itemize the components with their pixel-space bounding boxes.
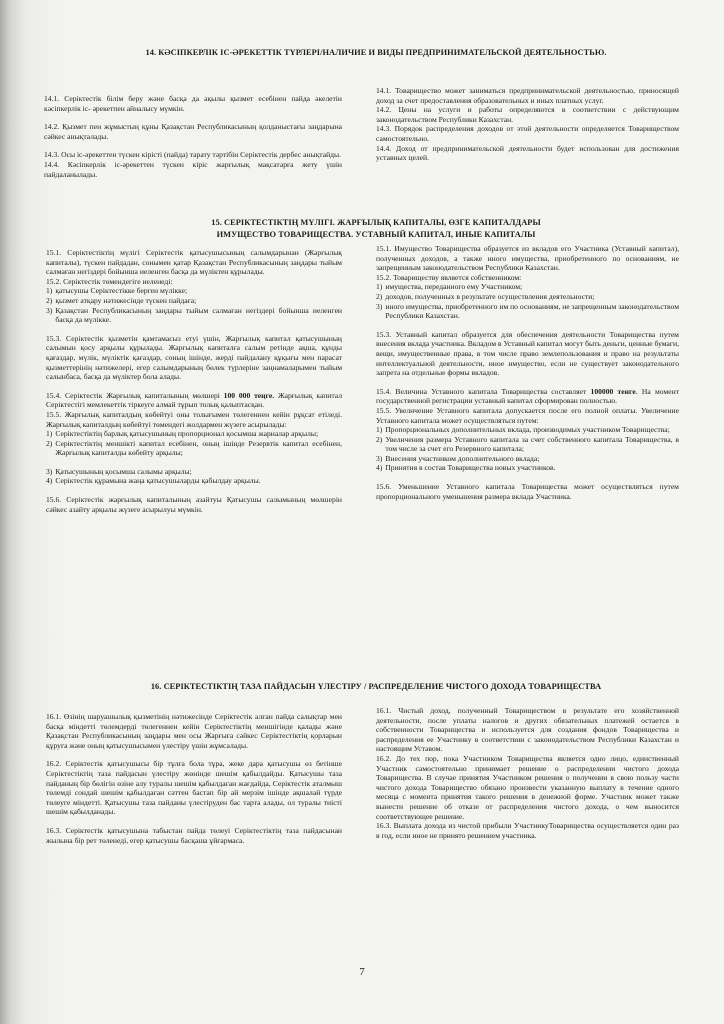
capital-amount-ru: 100000 тенге <box>590 386 636 396</box>
capital-amount-kz: 100 000 теңге. <box>223 390 275 400</box>
list-item: 2) доходов, полученных в результате осуществления деятельности; <box>376 291 595 301</box>
paragraph-15-1-ru: 15.1. Имущество Товарищества образуется из вкладов его Участника (Уставный капитал), полученных доходов, а также иного имущества, приобретенного по основаниям, не запрещенным законодательством Республики Казахстан. <box>376 244 679 273</box>
section-14-kz-column <box>44 94 342 179</box>
paragraph-15-3-kz: 15.3. Серіктестік қызметін қамтамасыз етуі үшін, Жарғылық капитал қатысушының салымын қосу арқылы құрылады. Жарғылық капиталға салым ретінде ақша, құнды қағаздар, мүлік, мүліктік қағаздар, соның ішінде, жерді пайдалану құқығы мен парасат қызметтерінің нәтижелері, егер салымдарының бөлек түрлеріне заңнамаларымен тыйым салынбаса, басқа да мүліктер бола алады. <box>46 333 342 382</box>
section-14-ru-column <box>376 86 679 163</box>
paragraph-16-2-kz: 16.2. Серіктестік қатысушысы бір тұлға бола тұра, жеке дара қатысушы өз бетінше Серіктестіктің таза пайдасын үлестіру жөнінде шешім қабылдайды. Қатысушы таза пайданың бір бөлігін өзіне алу туралы шешім қабылдаған жағдайда, Серіктестік аталмыш төлемді сондай шешім қабылдаған сәттен бастап бір ай мерзім ішінде ақшалай түрде төлеуге міндетті. Қатысушы таза пайданы үлестіруден бас тарта алады, ол туралы тиісті шешім қабылданады. <box>46 759 342 817</box>
list-item: 4) Серіктестік құрамына жаңа қатысушыларды қабылдау арқылы. <box>46 476 261 486</box>
list-item: 3) Қазақстан Республикасының заңдары тыйым салмаған негіздері бойынша иеленген басқа да мүлікке. <box>46 305 342 325</box>
section-15-title-kz: 15. СЕРІКТЕСТІКТІҢ МҮЛІГІ. ЖАРҒЫЛЫҚ КАПИТАЛЫ, ӨЗГЕ КАПИТАЛДАРЫ <box>211 218 541 227</box>
paragraph-16-1-kz: 16.1. Өзінің шаруашылық қызметінің нәтижесінде Серіктестік алған пайда салықтар мен басқа міндетті төлемдерді төлегеннен кейін Серіктестіктің меншігінде қалады және Қазақстан Республикасының заңдары мен осы Жарғыға сәйкес Серіктестіктің қорларын құруға және оның қатысушысымен үлестіру үшін жұмсалады. <box>46 712 342 750</box>
paragraph-15-2-ru: 15.2. Товариществу является собственником: <box>376 272 522 282</box>
section-15-ru-column <box>376 244 679 501</box>
paragraph-15-1-kz: 15.1. Серіктестіктің мүлігі Серіктестік қатысушысының салымдарынан (Жарғылық капиталы), түскен пайдадан, сонымен қатар Қазақстан Республикасының заңдары тыйым салмаған негіздері бойынша иеленген басқа да мүліктен құрылады. <box>46 248 342 277</box>
list-item: 1) Серіктестіктің барлық қатысушының пропорционал қосымша жарналар арқылы; <box>46 429 319 439</box>
paragraph-16-1-ru: 16.1. Чистый доход, полученный Товариществом в результате его хозяйственной деятельности, после уплаты налогов и других обязательных платежей остается в собственности Товарищества и используется для создания фондов Товарищества и распределения ее Участнику в соответствии с законодательством Республики Казахстан и настоящим Уставом. <box>376 706 679 754</box>
paragraph-14-1-kz: 14.1. Серіктестік білім беру және басқа да ақылы қызмет есебінен пайда әкелетін кәсіпкерлік іс- әрекетпен айналысу мүмкін. <box>44 94 342 113</box>
paragraph-14-2-ru: 14.2. Цены на услуги и работы определяются в соответствии с действующим законодательством Республики Казахстан. <box>376 105 679 124</box>
list-item: 2) қызмет атқару нәтижесінде түскен пайдаға; <box>46 295 197 305</box>
list-item: 1) Пропорциональных дополнительных вклада, производимых участником Товарищества; <box>376 425 670 435</box>
paragraph-15-4-kz: 15.4. Серіктестік Жарғылық капиталының мөлшері 100 000 теңге. Жарғылық капитал Серіктестігі мемлекеттік тіркеуге алмай тұрып толық қалыптасқан. <box>46 390 342 410</box>
section-16-kz-column <box>46 712 342 845</box>
paragraph-15-4-ru: 15.4. Величина Уставного капитала Товарищества составляет 100000 тенге. На момент государственной регистрации уставный капитал сформирован полностью. <box>376 386 679 406</box>
section-16-ru-column <box>376 706 679 840</box>
paragraph-15-6-ru: 15.6. Уменьшение Уставного капитала Товарищества может осуществляться путем пропорционального уменьшения размера вклада Участника. <box>376 482 679 501</box>
paragraph-14-4-kz: 14.4. Кәсіпкерлік іс-әрекеттен түскен кіріс жарғылық мақсатарға жету үшін пайдаланылады. <box>44 159 342 179</box>
section-14-title: 14. КӘСІПКЕРЛІК ІС-ӘРЕКЕТТІК ТҮРЛЕРІ/НАЛИЧИЕ И ВИДЫ ПРЕДПРИНИМАТЕЛЬСКОЙ ДЕЯТЕЛЬНОСТЬЮ. <box>145 48 607 57</box>
paragraph-15-3-ru: 15.3. Уставный капитал образуется для обеспечения деятельности Товарищества путем внесения вклада участника. Вкладом в Уставный капитал могут быть деньги, ценные бумаги, вещи, имущественные права, в том числе право землепользования и право на результаты интеллектуальной деятельности, иное имущество, если не существует законодательного запрета на отдельные формы вкладов. <box>376 329 679 378</box>
page-number: 7 <box>359 966 365 978</box>
paragraph-15-5-ru: 15.5. Увеличение Уставного капитала допускается после его полной оплаты. Увеличение Уставного капитала может осуществляться путем: <box>376 405 679 425</box>
paragraph-14-1-ru: 14.1. Товарищество может заниматься предпринимательской деятельностью, приносящей доход за счет предоставления образовательных и иных платных услуг. <box>376 86 679 105</box>
section-15-title-ru: ИМУЩЕСТВО ТОВАРИЩЕСТВА. УСТАВНЫЙ КАПИТАЛ, ИНЫЕ КАПИТАЛЫ <box>216 230 536 239</box>
section-15-kz-column <box>46 248 342 514</box>
paragraph-15-5-kz: 15.5. Жарғылық капиталдың көбейтуі оны толығымен төлегеннен кейін рұқсат етіледі. Жарғылық капиталдың көбейтуі төмендегі жолдармен жүзеге асырылады: <box>46 409 342 429</box>
list-item: 1) қатысушы Серіктестікке берген мүлікке; <box>46 286 188 296</box>
paragraph-14-2-kz: 14.2. Қызмет пен жұмыстың құны Қазақстан Республикасының қолданыстағы заңдарына сәйкес анықталады. <box>44 122 342 141</box>
list-item: 4) Принятия в состав Товарищества новых участников. <box>376 463 556 473</box>
paragraph-16-2-ru: 16.2. До тех пор, пока Участником Товарищества является одно лицо, единственный Участник самостоятельно принимает решение о распределении чистого дохода Товарищества. В случае принятия Участником решения о получении в свою пользу части чистого дохода Товарищество обязано произвести указанную выплату в течение одного месяца с момента принятия такого решения в денежной форме. Участник может также вынести решение об отказе от распределения чистого дохода, о чем выносится соответствующее решение. <box>376 753 679 821</box>
list-item: 3) иного имущества, приобретенного им по основаниям, не запрещенным законодательством Республики Казахстан. <box>376 301 679 321</box>
section-16-title: 16. СЕРІКТЕСТІКТІҢ ТАЗА ПАЙДАСЫН ҮЛЕСТІРУ / РАСПРЕДЕЛЕНИЕ ЧИСТОГО ДОХОДА ТОВАРИЩЕСТВА <box>150 682 602 691</box>
list-item: 1) имущества, переданного ему Участником; <box>376 282 523 292</box>
list-item: 3) Қатысушының қосымша салымы арқылы; <box>46 466 192 476</box>
list-item: 2) Серіктестіктің меншікті капитал есебінен, оның ішінде Резервтік капитал есебінен, Жарғылық капиталды көбейту арқылы; <box>46 438 342 458</box>
paragraph-14-4-ru: 14.4. Доход от предпринимательской деятельности будет использован для достижения уставных целей. <box>376 143 679 163</box>
paragraph-15-2-kz: 15.2. Серіктестік төмендегіге иеленеді: <box>46 276 173 286</box>
list-item: 2) Увеличения размера Уставного капитала за счет собственного капитала Товарищества, в том числе за счет его Резервного капитала; <box>376 434 679 454</box>
paragraph-15-6-kz: 15.6. Серіктестік жарғылық капиталының азайтуы Қатысушы салымының мөлшерін сәйкес азайту арқылы жүзеге асырылуы мүмкін. <box>46 495 342 514</box>
paragraph-14-3-kz: 14.3. Осы іс-әрекеттен түскен кірісті (пайда) тарату тәртібін Серіктестік дербес анықтайды. <box>44 150 342 160</box>
list-item: 3) Внесения участником дополнительного вклада; <box>376 453 540 463</box>
paragraph-14-3-ru: 14.3. Порядок распределения доходов от этой деятельности определяется Товариществом самостоятельно. <box>376 124 679 143</box>
paragraph-16-3-ru: 16.3. Выплата дохода из чистой прибыли УчастникуТоварищества осуществляется один раз в год, если иное не принято решением участника. <box>376 821 679 840</box>
paragraph-16-3-kz: 16.3. Серіктестік қатысушына табыстан пайда төлеуі Серіктестіктің таза пайдасынан жылына бір рет төленеді, егер қатысушы басқаша ұйғармаса. <box>46 825 342 845</box>
